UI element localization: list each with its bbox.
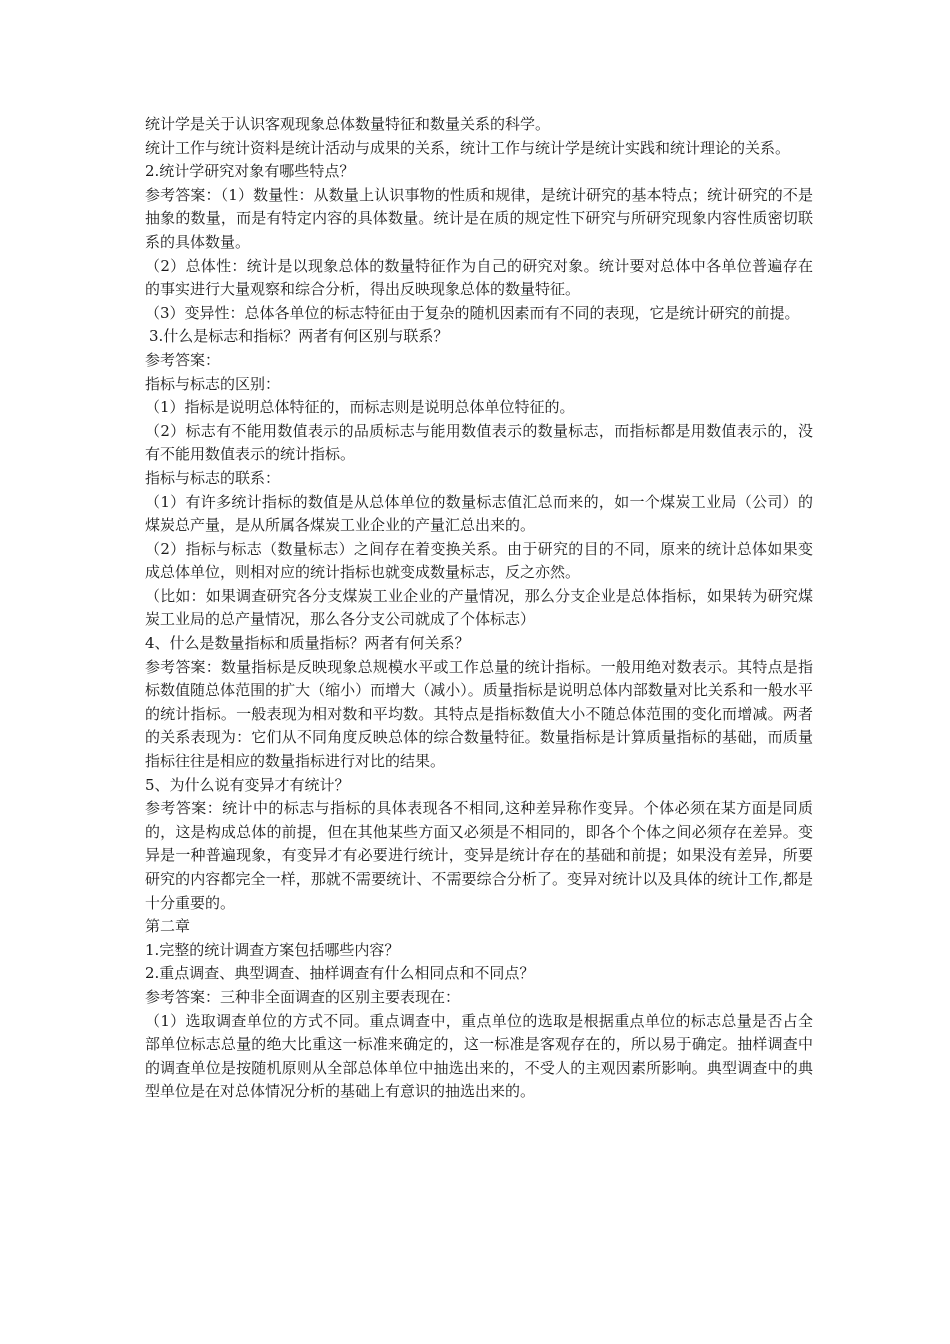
answer-2-part-3: （3）变异性：总体各单位的标志特征由于复杂的随机因素而有不同的表现，它是统计研究的前提。 [145,303,800,322]
difference-2: （2）标志有不能用数值表示的品质标志与能用数值表示的数量标志，而指标都是用数值表示的，没有不能用数值表示的统计指标。 [145,421,813,464]
connection-2: （2）指标与标志（数量标志）之间存在着变换关系。由于研究的目的不同，原来的统计总体如果变成总体单位，则相对应的统计指标也就变成数量标志，反之亦然。 [145,539,813,582]
chapter-2-question-1: 1.完整的统计调查方案包括哪些内容？ [145,940,400,959]
answer-3-label: 参考答案： [145,350,221,369]
chapter-2-answer-2-part-1: （1）选取调查单位的方式不同。重点调查中，重点单位的选取是根据重点单位的标志总量是否占全部单位标志总量的绝大比重这一标准来确定的，这一标准是客观存在的，所以易于确定。抽样调查中的调查单位是按随机原则从全部总体单位中抽选出来的，不受人的主观因素所影响。典型调查中的典型单位是在对总体情况分析的基础上有意识的抽选出来的。 [145,1011,813,1101]
answer-2-part-2: （2）总体性：统计是以现象总体的数量特征作为自己的研究对象。统计要对总体中各单位普遍存在的事实进行大量观察和综合分析，得出反映现象总体的数量特征。 [145,256,813,299]
connection-1: （1）有许多统计指标的数值是从总体单位的数量标志值汇总而来的，如一个煤炭工业局（公司）的煤炭总产量，是从所属各煤炭工业企业的产量汇总出来的。 [145,492,813,535]
paragraph-definition: 统计学是关于认识客观现象总体数量特征和数量关系的科学。 [145,115,551,133]
chapter-2-heading: 第二章 [145,917,191,936]
question-5: 5、为什么说有变异才有统计？ [145,775,350,794]
question-4: 4、什么是数量指标和质量指标？两者有何关系？ [145,634,470,653]
difference-1: （1）指标是说明总体特征的，而标志则是说明总体单位特征的。 [145,398,575,417]
difference-heading: 指标与标志的区别： [145,374,281,393]
paragraph-relation: 统计工作与统计资料是统计活动与成果的关系，统计工作与统计学是统计实践和统计理论的关系。 [145,138,791,157]
chapter-2-answer-2-label: 参考答案：三种非全面调查的区别主要表现在： [145,987,461,1006]
answer-5: 参考答案：统计中的标志与指标的具体表现各不相同,这种差异称作变异。个体必须在某方面是同质的，这是构成总体的前提，但在其他某些方面又必须是不相同的，即各个个体之间必须存在差异。变异是一种普遍现象，有变异才有必要进行统计，变异是统计存在的基础和前提；如果没有差异，所要研究的内容都完全一样，那就不需要统计、不需要综合分析了。变异对统计以及具体的统计工作,都是十分重要的。 [145,799,813,912]
chapter-2-question-2: 2.重点调查、典型调查、抽样调查有什么相同点和不同点？ [145,964,535,983]
connection-heading: 指标与标志的联系： [145,468,281,487]
question-3: 3.什么是标志和指标？两者有何区别与联系？ [149,327,449,346]
question-2: 2.统计学研究对象有哪些特点？ [145,162,355,181]
answer-2-part-1: 参考答案：（1）数量性：从数量上认识事物的性质和规律，是统计研究的基本特点；统计研究的不是抽象的数量，而是有特定内容的具体数量。统计是在质的规定性下研究与所研究现象内容性质密切联系的具体数量。 [145,185,813,251]
connection-example: （比如：如果调查研究各分支煤炭工业企业的产量情况，那么分支企业是总体指标，如果转为研究煤炭工业局的总产量情况，那么各分支公司就成了个体标志） [145,586,813,629]
answer-4: 参考答案：数量指标是反映现象总规模水平或工作总量的统计指标。一般用绝对数表示。其特点是指标数值随总体范围的扩大（缩小）而增大（减小）。质量指标是说明总体内部数量对比关系和一般水平的统计指标。一般表现为相对数和平均数。其特点是指标数值大小不随总体范围的变化而增减。两者的关系表现为：它们从不同角度反映总体的综合数量特征。数量指标是计算质量指标的基础，而质量指标往往是相应的数量指标进行对比的结果。 [145,657,813,771]
document-body [145,113,813,1104]
